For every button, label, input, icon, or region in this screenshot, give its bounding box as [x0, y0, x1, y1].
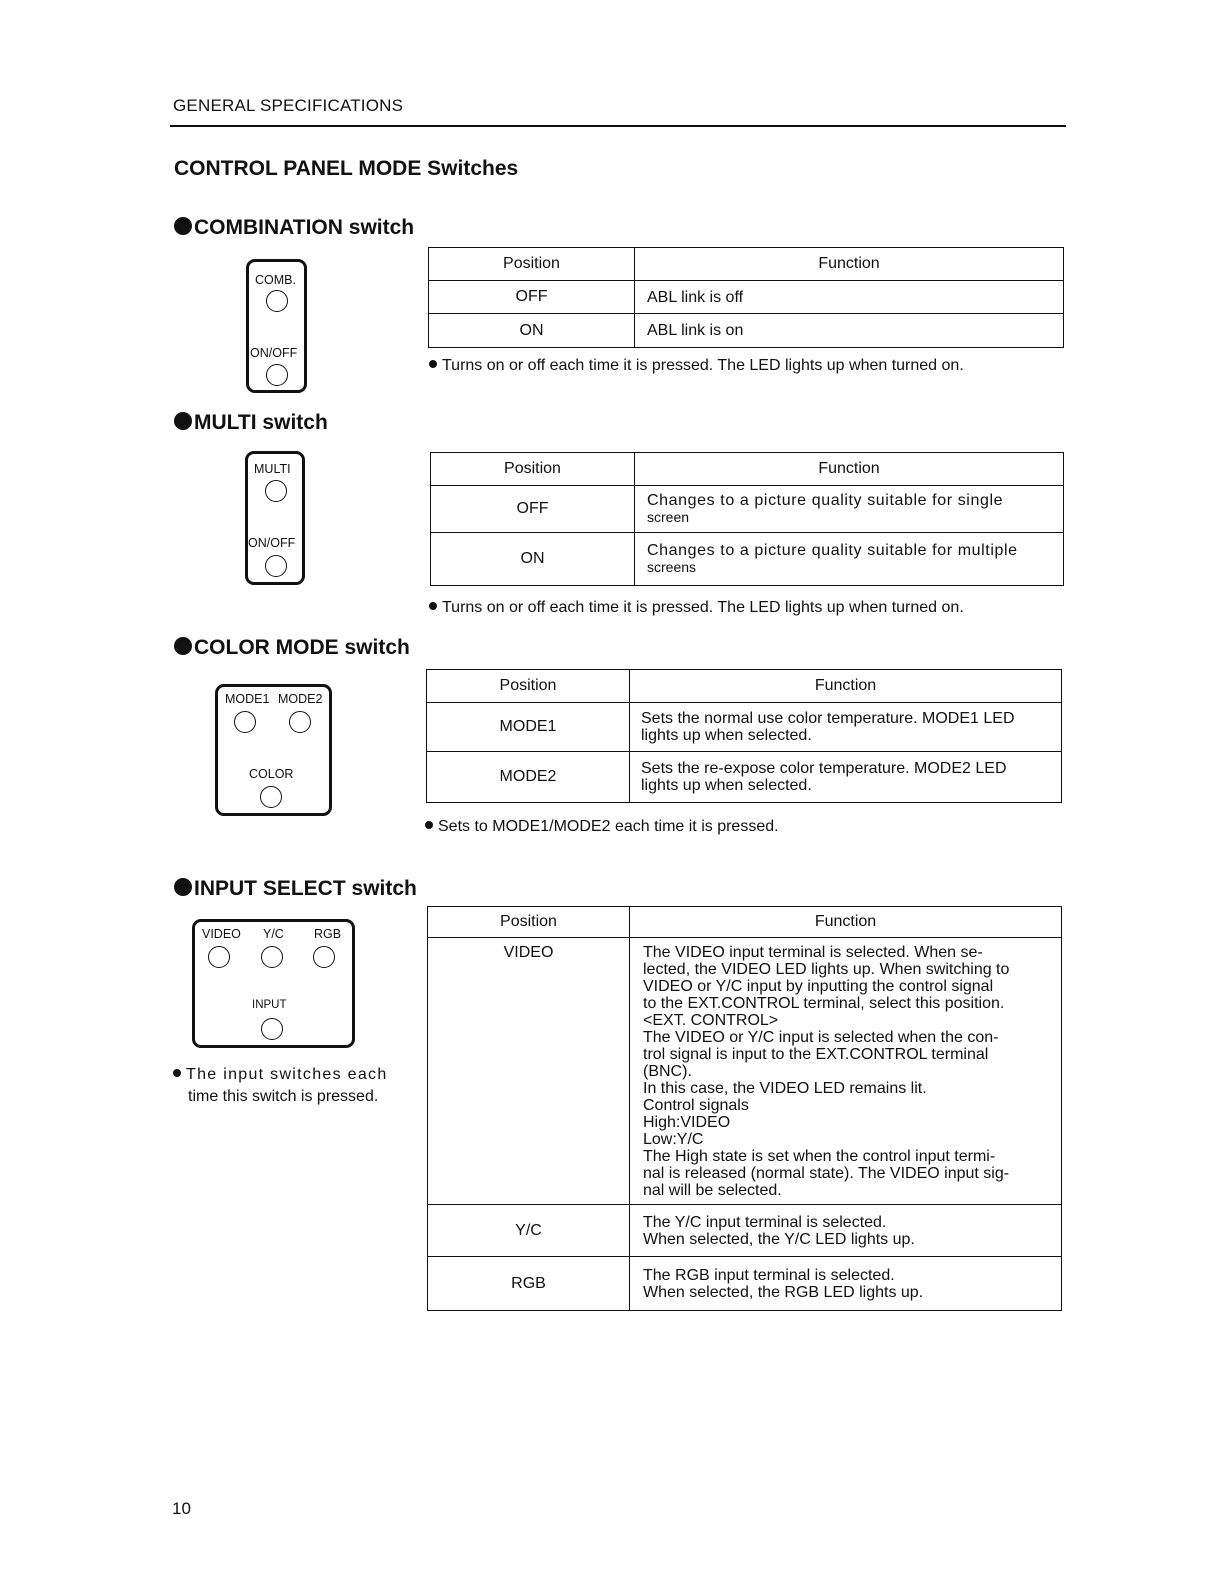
panel-label-input: INPUT [252, 999, 287, 1011]
function-line: Changes to a picture quality suitable for multiple [647, 542, 1018, 559]
bullet-icon [174, 637, 192, 655]
function-line: Changes to a picture quality suitable for single [647, 492, 1004, 509]
function-line: (BNC). [643, 1063, 692, 1080]
panel-label-comb: COMB. [255, 273, 296, 287]
page-title: CONTROL PANEL MODE Switches [174, 157, 519, 180]
bullet-icon [429, 360, 437, 368]
cell-function [630, 1257, 1062, 1311]
led-indicator-icon [289, 711, 311, 733]
function-line: The VIDEO or Y/C input is selected when the con- [643, 1029, 999, 1046]
cell-position: OFF [429, 281, 635, 314]
cell-function [630, 938, 1062, 1205]
table-row [428, 1205, 1062, 1257]
col-header-position: Position [427, 670, 630, 703]
bullet-icon [174, 217, 192, 235]
note-line [173, 1064, 423, 1086]
table-row [429, 314, 1064, 348]
panel-label-color: COLOR [249, 767, 294, 781]
panel-label-onoff: ON/OFF [248, 536, 296, 550]
panel-label-multi: MULTI [254, 462, 291, 476]
table-header-row [431, 453, 1064, 486]
multi-panel-graphic [245, 451, 305, 585]
panel-label-yc: Y/C [263, 927, 284, 941]
col-header-function: Function [630, 670, 1062, 703]
cell-function [635, 533, 1064, 586]
col-header-position: Position [431, 453, 635, 486]
cell-function [630, 1205, 1062, 1257]
table-header-row [428, 907, 1062, 938]
color-mode-panel-graphic [215, 684, 332, 816]
note-line: time this switch is pressed. [188, 1088, 379, 1105]
table-row [427, 703, 1062, 752]
function-line: lights up when selected. [641, 727, 812, 744]
panel-label-mode1: MODE1 [225, 692, 270, 706]
function-line: High:VIDEO [643, 1114, 731, 1131]
function-line: trol signal is input to the EXT.CONTROL terminal [643, 1046, 989, 1063]
panel-label-rgb: RGB [314, 927, 342, 941]
cell-position: Y/C [428, 1205, 630, 1257]
header-rule [170, 125, 1066, 127]
led-indicator-icon [265, 480, 287, 502]
function-line: nal is released (normal state). The VIDEO input sig- [643, 1165, 1010, 1182]
table-row [431, 533, 1064, 586]
page-number: 10 [172, 1499, 191, 1518]
table-header-row [429, 248, 1064, 281]
cell-position: RGB [428, 1257, 630, 1311]
section-heading-color-mode [174, 636, 410, 660]
function-line: screen [647, 509, 690, 525]
led-indicator-icon [266, 290, 288, 312]
panel-label-video: VIDEO [202, 927, 241, 941]
table-row [431, 486, 1064, 533]
cell-function [630, 752, 1062, 803]
combination-note [429, 357, 964, 375]
table-row [428, 1257, 1062, 1311]
input-select-table [427, 906, 1062, 1311]
running-header: GENERAL SPECIFICATIONS [173, 96, 404, 115]
function-line: Low:Y/C [643, 1131, 704, 1148]
bullet-icon [174, 878, 192, 896]
function-line: When selected, the RGB LED lights up. [643, 1283, 924, 1301]
input-select-note [173, 1064, 423, 1108]
cell-position: VIDEO [428, 938, 630, 1205]
led-indicator-icon [261, 946, 283, 968]
led-indicator-icon [313, 946, 335, 968]
function-line: Sets the re-expose color temperature. MODE2 LED [641, 760, 1007, 777]
function-line: The VIDEO input terminal is selected. When se- [643, 944, 983, 961]
button-circle-icon [266, 364, 288, 386]
section-heading-multi [174, 411, 328, 435]
cell-position: ON [429, 314, 635, 348]
cell-function: ABL link is off [635, 281, 1064, 314]
function-line: lected, the VIDEO LED lights up. When switching to [643, 961, 1010, 978]
cell-function [630, 703, 1062, 752]
input-select-panel-graphic [192, 919, 355, 1048]
table-header-row [427, 670, 1062, 703]
function-line: In this case, the VIDEO LED remains lit. [643, 1080, 927, 1097]
bullet-icon [173, 1069, 181, 1077]
multi-table [430, 452, 1064, 586]
function-line: When selected, the Y/C LED lights up. [643, 1230, 915, 1248]
function-line: nal will be selected. [643, 1182, 782, 1199]
col-header-function: Function [635, 453, 1064, 486]
panel-label-onoff: ON/OFF [250, 346, 298, 360]
note-text: Turns on or off each time it is pressed. The LED lights up when turned on. [442, 357, 964, 374]
table-row [429, 281, 1064, 314]
cell-function [635, 486, 1064, 533]
section-heading-combination [174, 216, 414, 240]
combination-panel-graphic [246, 259, 307, 393]
combination-table [428, 247, 1064, 348]
section-heading-input-select [174, 877, 417, 901]
function-line: screens [647, 559, 697, 575]
cell-position: ON [431, 533, 635, 586]
function-line: <EXT. CONTROL> [643, 1012, 779, 1029]
led-indicator-icon [208, 946, 230, 968]
note-text: Turns on or off each time it is pressed. The LED lights up when turned on. [442, 599, 964, 616]
heading-text: INPUT SELECT switch [194, 877, 417, 900]
function-line: Sets the normal use color temperature. MODE1 LED [641, 710, 1015, 727]
heading-text: MULTI switch [194, 411, 328, 434]
cell-position: OFF [431, 486, 635, 533]
bullet-icon [425, 821, 433, 829]
button-circle-icon [261, 1018, 283, 1040]
col-header-position: Position [428, 907, 630, 938]
cell-position: MODE2 [427, 752, 630, 803]
button-circle-icon [265, 555, 287, 577]
note-text: Sets to MODE1/MODE2 each time it is pressed. [438, 818, 779, 835]
button-circle-icon [260, 786, 282, 808]
bullet-icon [429, 602, 437, 610]
cell-position: MODE1 [427, 703, 630, 752]
function-line: The High state is set when the control input termi- [643, 1148, 996, 1165]
function-line: The Y/C input terminal is selected. [643, 1213, 887, 1231]
function-line: to the EXT.CONTROL terminal, select this position. [643, 995, 1005, 1012]
multi-note [429, 599, 964, 617]
led-indicator-icon [234, 711, 256, 733]
color-mode-table [426, 669, 1062, 803]
function-line: VIDEO or Y/C input by inputting the control signal [643, 978, 994, 995]
note-text: The input switches each [186, 1066, 388, 1083]
bullet-icon [174, 412, 192, 430]
color-mode-note [425, 818, 779, 836]
panel-label-mode2: MODE2 [278, 692, 323, 706]
table-row [427, 752, 1062, 803]
function-line: Control signals [643, 1097, 749, 1114]
heading-text: COMBINATION switch [194, 216, 415, 239]
function-line: The RGB input terminal is selected. [643, 1266, 895, 1284]
col-header-position: Position [429, 248, 635, 281]
heading-text: COLOR MODE switch [194, 636, 410, 659]
table-row [428, 938, 1062, 1205]
col-header-function: Function [635, 248, 1064, 281]
function-line: lights up when selected. [641, 777, 812, 794]
col-header-function: Function [630, 907, 1062, 938]
cell-function: ABL link is on [635, 314, 1064, 348]
